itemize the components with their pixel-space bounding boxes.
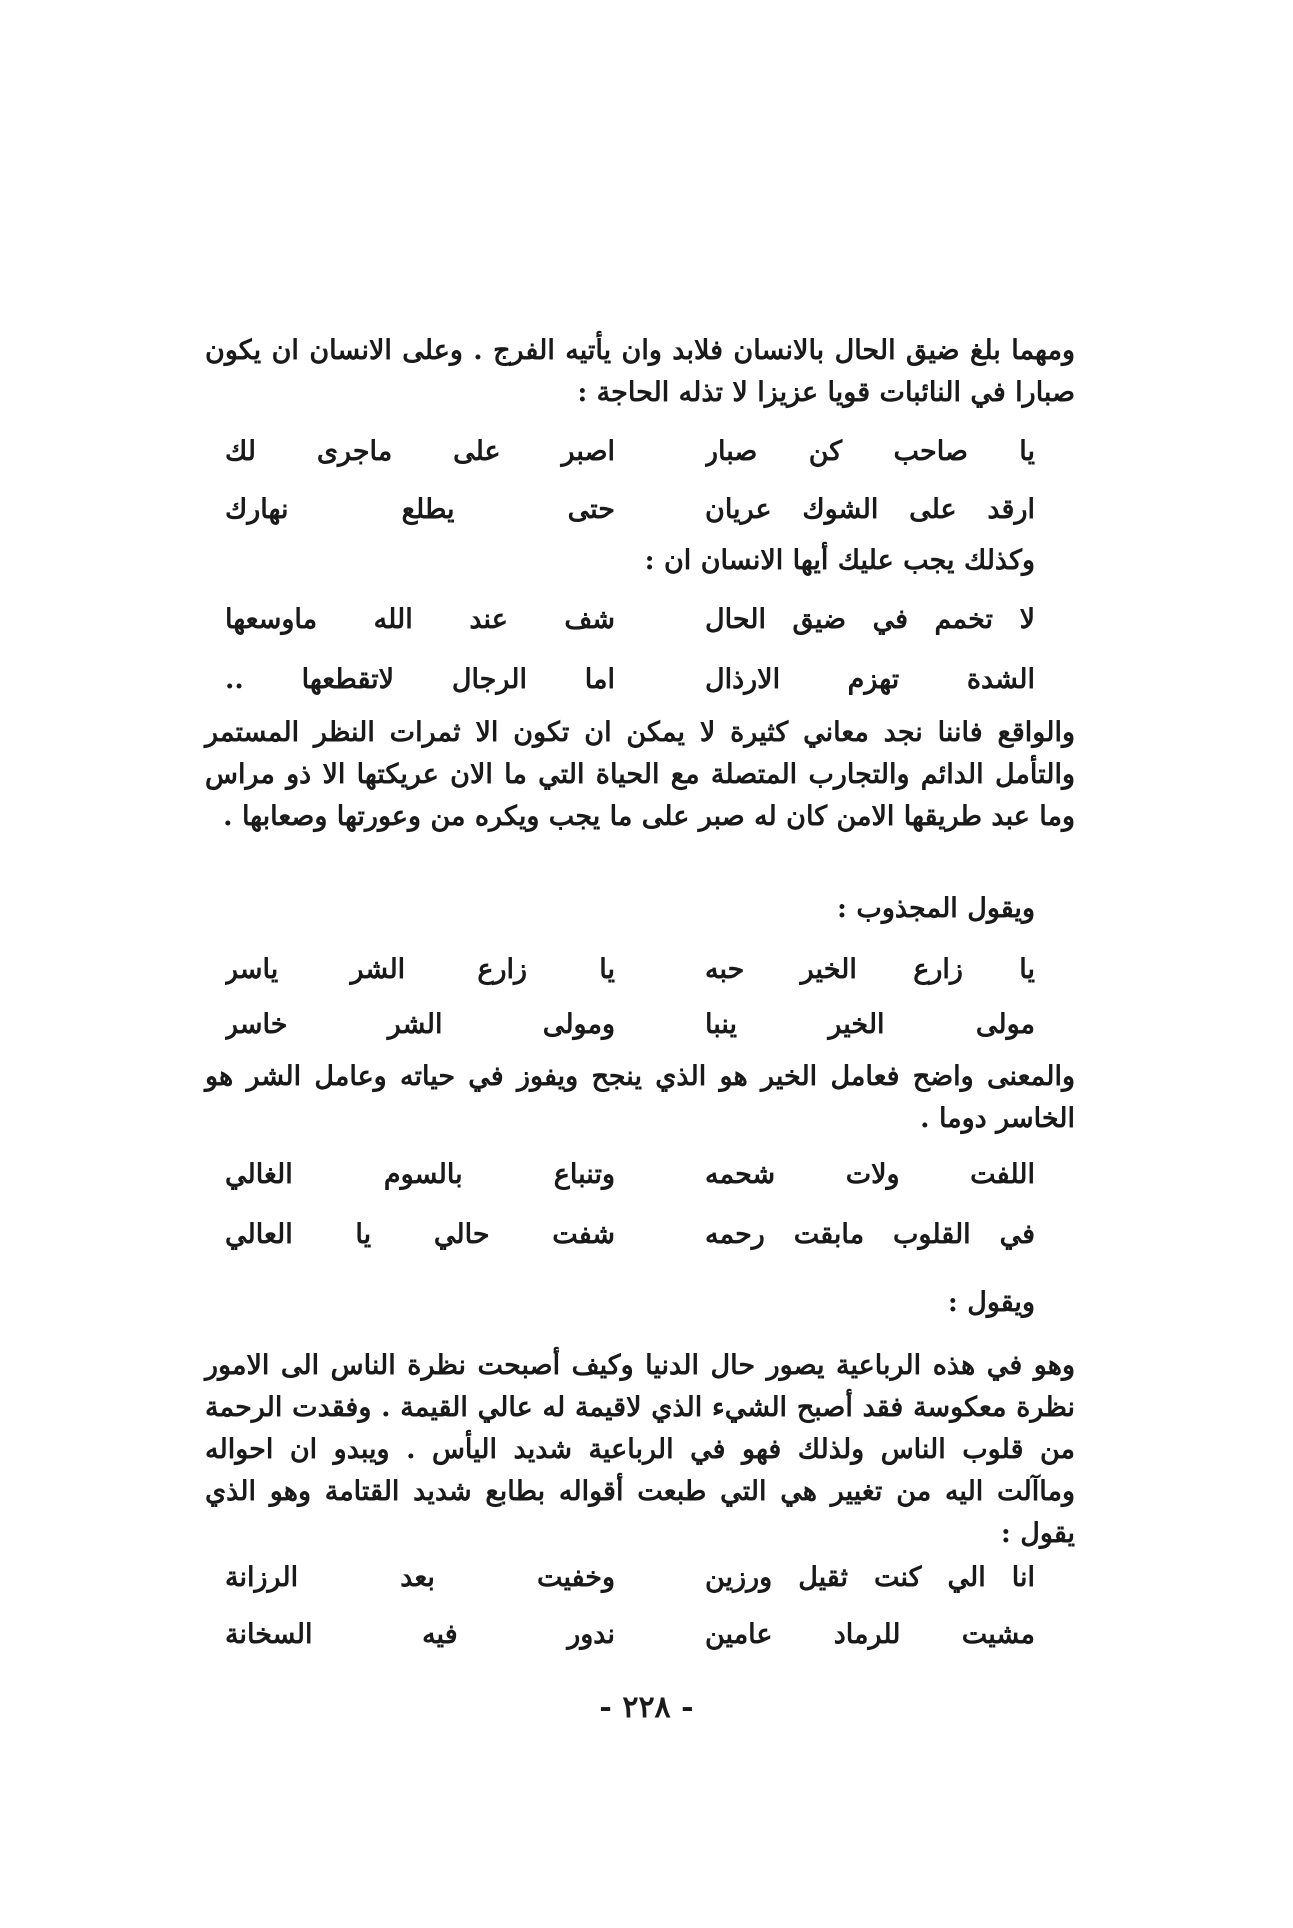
verse-line-6 xyxy=(205,995,1075,1055)
verse-hemistich-second: ومولى الشر خاسر xyxy=(225,1009,615,1040)
verse-hemistich-second: شفت حالي يا العالي xyxy=(225,1219,615,1250)
verse-line-9 xyxy=(205,1548,1075,1608)
verse-line-1 xyxy=(205,422,1075,482)
verse-hemistich-first: يا صاحب كن صبار xyxy=(705,436,1035,467)
verse-hemistich-first: مولى الخير ينبا xyxy=(705,1009,1035,1040)
verse-hemistich-second: ندور فيه السخانة xyxy=(225,1619,615,1650)
verse-hemistich-second: اصبر على ماجرى لك xyxy=(225,436,615,467)
paragraph-reflection: والواقع فاننا نجد معاني كثيرة لا يمكن ان تكون الا ثمرات النظر المستمر والتأمل الدائم والتجارب المتصلة مع الحياة التي ما الان عريكتها الا ذو مراس وما عبد طريقها الامن كان له صبر على ما يجب ويكره من وعورتها وصعابها . xyxy=(205,717,1075,832)
verse-hemistich-first: يا زارع الخير حبه xyxy=(705,954,1035,985)
page-number: - ٢٢٨ - xyxy=(599,1690,694,1725)
verse-line-2 xyxy=(205,480,1075,540)
verse-hemistich-second: حتى يطلع نهارك xyxy=(225,494,615,525)
verse-hemistich-first: في القلوب مابقت رحمه xyxy=(705,1219,1035,1250)
verse-line-7 xyxy=(205,1145,1075,1205)
verse-hemistich-second: شف عند الله ماوسعها xyxy=(225,604,615,635)
verse-hemistich-second: يا زارع الشر ياسر xyxy=(225,954,615,985)
verse-hemistich-second: اما الرجال لاتقطعها .. xyxy=(225,664,615,695)
verse-hemistich-first: انا الي كنت ثقيل ورزين xyxy=(705,1562,1035,1593)
verse-line-5 xyxy=(205,940,1075,1000)
paragraph-intro-2: وكذلك يجب عليك أيها الانسان ان : xyxy=(644,545,1035,576)
verse-hemistich-first: الشدة تهزم الارذال xyxy=(705,664,1035,695)
verse-line-8 xyxy=(205,1205,1075,1265)
verse-hemistich-second: وتنباع بالسوم الغالي xyxy=(225,1159,615,1190)
verse-line-3 xyxy=(205,590,1075,650)
verse-line-10 xyxy=(205,1605,1075,1665)
paragraph-intro-majdhoub: ويقول المجذوب : xyxy=(837,893,1035,924)
paragraph-meaning: والمعنى واضح فعامل الخير هو الذي ينجح ويفوز في حياته وعامل الشر هو الخاسر دوما . xyxy=(205,1061,1075,1134)
verse-hemistich-first: لا تخمم في ضيق الحال xyxy=(705,604,1035,635)
paragraph-intro-3: ويقول : xyxy=(947,1287,1035,1318)
verse-hemistich-second: وخفيت بعد الرزانة xyxy=(225,1562,615,1593)
verse-hemistich-first: ارقد على الشوك عريان xyxy=(705,494,1035,525)
paragraph-opening: ومهما بلغ ضيق الحال بالانسان فلابد وان يأتيه الفرج . وعلى الانسان ان يكون صبارا في النائبات قويا عزيزا لا تذله الحاجة : xyxy=(205,335,1075,408)
verse-line-4 xyxy=(205,650,1075,710)
verse-hemistich-first: اللفت ولات شحمه xyxy=(705,1159,1035,1190)
paragraph-rubaiyat-commentary: وهو في هذه الرباعية يصور حال الدنيا وكيف أصبحت نظرة الناس الى الامور نظرة معكوسة فقد أصبح الشيء الذي لاقيمة له عالي القيمة . وفقدت الرحمة من قلوب الناس ولذلك فهو في الرباعية شديد اليأس . ويبدو ان احواله وماآلت اليه من تغيير هي التي طبعت أقواله بطابع شديد القتامة وهو الذي يقول : xyxy=(205,1350,1075,1549)
verse-hemistich-first: مشيت للرماد عامين xyxy=(705,1619,1035,1650)
